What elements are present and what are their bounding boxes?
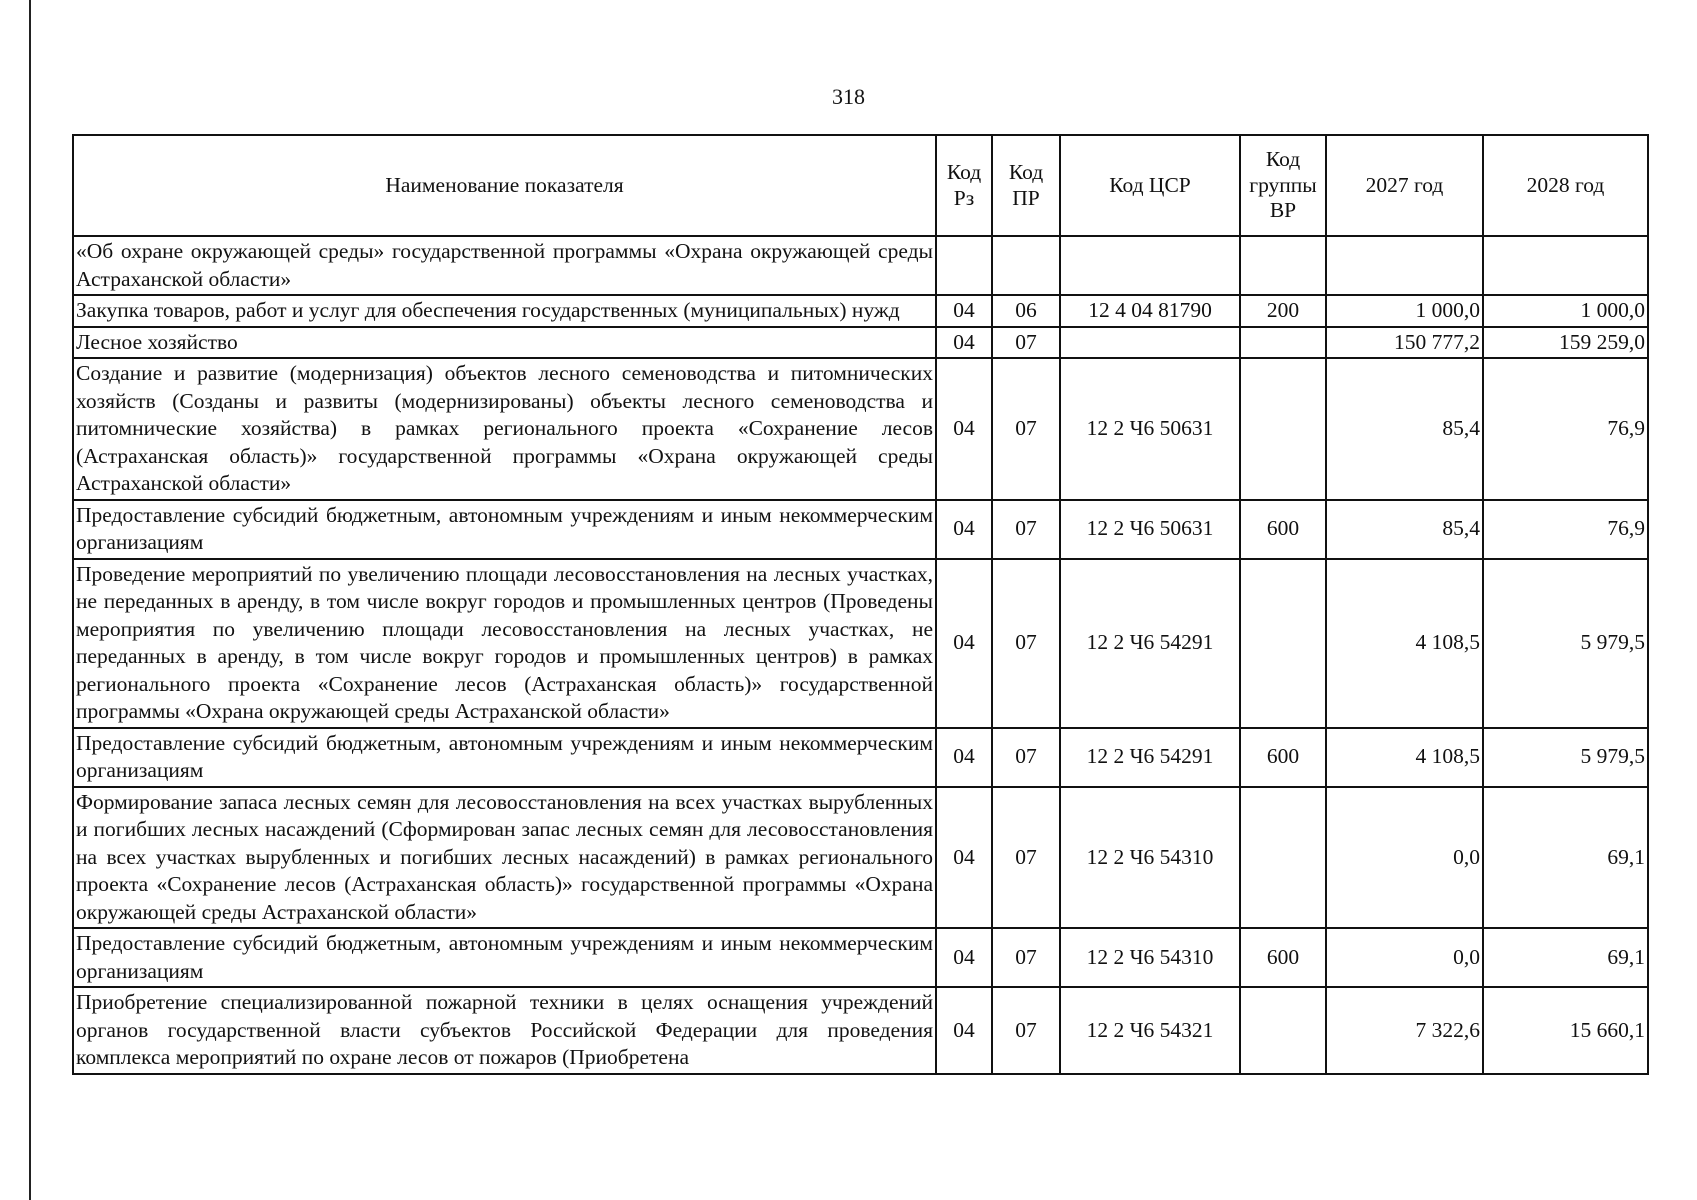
budget-table [72, 134, 1649, 1075]
header-rz: Код Рз [936, 135, 992, 236]
cell-pr: 07 [992, 358, 1060, 500]
cell-2028 [1483, 236, 1648, 295]
cell-csr: 12 2 Ч6 54291 [1060, 559, 1240, 728]
cell-2028: 15 660,1 [1483, 987, 1648, 1074]
header-2027: 2027 год [1326, 135, 1483, 236]
cell-2028: 159 259,0 [1483, 327, 1648, 359]
cell-vr: 600 [1240, 500, 1326, 559]
cell-vr [1240, 559, 1326, 728]
cell-2028: 69,1 [1483, 787, 1648, 929]
header-2028: 2028 год [1483, 135, 1648, 236]
cell-pr: 07 [992, 728, 1060, 787]
cell-rz: 04 [936, 559, 992, 728]
cell-pr: 07 [992, 559, 1060, 728]
table-header-row [73, 135, 1648, 236]
table-row [73, 559, 1648, 728]
cell-2027: 0,0 [1326, 928, 1483, 987]
cell-name: Предоставление субсидий бюджетным, автономным учреждениям и иным некоммерческим организациям [73, 928, 936, 987]
cell-2028: 5 979,5 [1483, 559, 1648, 728]
table-row [73, 928, 1648, 987]
cell-2027: 7 322,6 [1326, 987, 1483, 1074]
cell-name: Проведение мероприятий по увеличению площади лесовосстановления на лесных участках, не переданных в аренду, в том числе вокруг городов и промышленных центров (Проведены мероприятия по увеличению площади лесовосстановления на лесных участках, не переданных в аренду, в том числе вокруг городов и промышленных центров) в рамках регионального проекта «Сохранение лесов (Астраханская область)» государственной программы «Охрана окружающей среды Астраханской области» [73, 559, 936, 728]
cell-csr: 12 2 Ч6 54310 [1060, 787, 1240, 929]
cell-vr [1240, 787, 1326, 929]
cell-name: Создание и развитие (модернизация) объектов лесного семеноводства и питомнических хозяйств (Созданы и развиты (модернизированы) объекты лесного семеноводства и питомнические хозяйства) в рамках регионального проекта «Сохранение лесов (Астраханская область)» государственной программы «Охрана окружающей среды Астраханской области» [73, 358, 936, 500]
cell-csr: 12 4 04 81790 [1060, 295, 1240, 327]
table-row [73, 236, 1648, 295]
cell-2028: 5 979,5 [1483, 728, 1648, 787]
cell-pr: 07 [992, 987, 1060, 1074]
cell-2027: 4 108,5 [1326, 728, 1483, 787]
cell-csr [1060, 327, 1240, 359]
cell-rz: 04 [936, 295, 992, 327]
table-row [73, 787, 1648, 929]
cell-rz: 04 [936, 987, 992, 1074]
cell-2027: 85,4 [1326, 358, 1483, 500]
cell-rz: 04 [936, 928, 992, 987]
cell-csr: 12 2 Ч6 54291 [1060, 728, 1240, 787]
cell-pr: 07 [992, 327, 1060, 359]
cell-name: Формирование запаса лесных семян для лесовосстановления на всех участках вырубленных и погибших лесных насаждений (Сформирован запас лесных семян для лесовосстановления на всех участках вырубленных и погибших лесных насаждений) в рамках регионального проекта «Сохранение лесов (Астраханская область)» государственной программы «Охрана окружающей среды Астраханской области» [73, 787, 936, 929]
cell-csr: 12 2 Ч6 54310 [1060, 928, 1240, 987]
page-margin-rule [29, 0, 31, 1200]
cell-name: Предоставление субсидий бюджетным, автономным учреждениям и иным некоммерческим организациям [73, 728, 936, 787]
cell-pr: 07 [992, 928, 1060, 987]
header-pr: Код ПР [992, 135, 1060, 236]
cell-csr [1060, 236, 1240, 295]
cell-csr: 12 2 Ч6 50631 [1060, 358, 1240, 500]
cell-2027 [1326, 236, 1483, 295]
cell-name: Приобретение специализированной пожарной техники в целях оснащения учреждений органов государственной власти субъектов Российской Федерации для проведения комплекса мероприятий по охране лесов от пожаров (Приобретена [73, 987, 936, 1074]
cell-vr [1240, 358, 1326, 500]
cell-rz: 04 [936, 327, 992, 359]
page-number: 318 [832, 84, 865, 109]
cell-vr: 200 [1240, 295, 1326, 327]
cell-vr [1240, 327, 1326, 359]
cell-2027: 0,0 [1326, 787, 1483, 929]
cell-pr: 07 [992, 500, 1060, 559]
cell-rz: 04 [936, 787, 992, 929]
cell-rz: 04 [936, 728, 992, 787]
cell-vr [1240, 987, 1326, 1074]
cell-2027: 1 000,0 [1326, 295, 1483, 327]
cell-vr: 600 [1240, 928, 1326, 987]
cell-pr: 06 [992, 295, 1060, 327]
cell-2028: 69,1 [1483, 928, 1648, 987]
cell-name: Лесное хозяйство [73, 327, 936, 359]
cell-name: «Об охране окружающей среды» государственной программы «Охрана окружающей среды Астраханской области» [73, 236, 936, 295]
cell-vr: 600 [1240, 728, 1326, 787]
cell-rz: 04 [936, 358, 992, 500]
cell-csr: 12 2 Ч6 54321 [1060, 987, 1240, 1074]
cell-name: Предоставление субсидий бюджетным, автономным учреждениям и иным некоммерческим организациям [73, 500, 936, 559]
table-row [73, 358, 1648, 500]
cell-rz [936, 236, 992, 295]
table-row [73, 728, 1648, 787]
header-csr: Код ЦСР [1060, 135, 1240, 236]
cell-2028: 76,9 [1483, 500, 1648, 559]
table-row [73, 295, 1648, 327]
cell-pr: 07 [992, 787, 1060, 929]
cell-name: Закупка товаров, работ и услуг для обеспечения государственных (муниципальных) нужд [73, 295, 936, 327]
cell-2027: 150 777,2 [1326, 327, 1483, 359]
cell-pr [992, 236, 1060, 295]
cell-csr: 12 2 Ч6 50631 [1060, 500, 1240, 559]
cell-2027: 85,4 [1326, 500, 1483, 559]
header-name: Наименование показателя [73, 135, 936, 236]
cell-2028: 1 000,0 [1483, 295, 1648, 327]
cell-2027: 4 108,5 [1326, 559, 1483, 728]
cell-vr [1240, 236, 1326, 295]
table-row [73, 987, 1648, 1074]
cell-2028: 76,9 [1483, 358, 1648, 500]
cell-rz: 04 [936, 500, 992, 559]
table-row [73, 500, 1648, 559]
header-vr: Код группы ВР [1240, 135, 1326, 236]
table-row [73, 327, 1648, 359]
